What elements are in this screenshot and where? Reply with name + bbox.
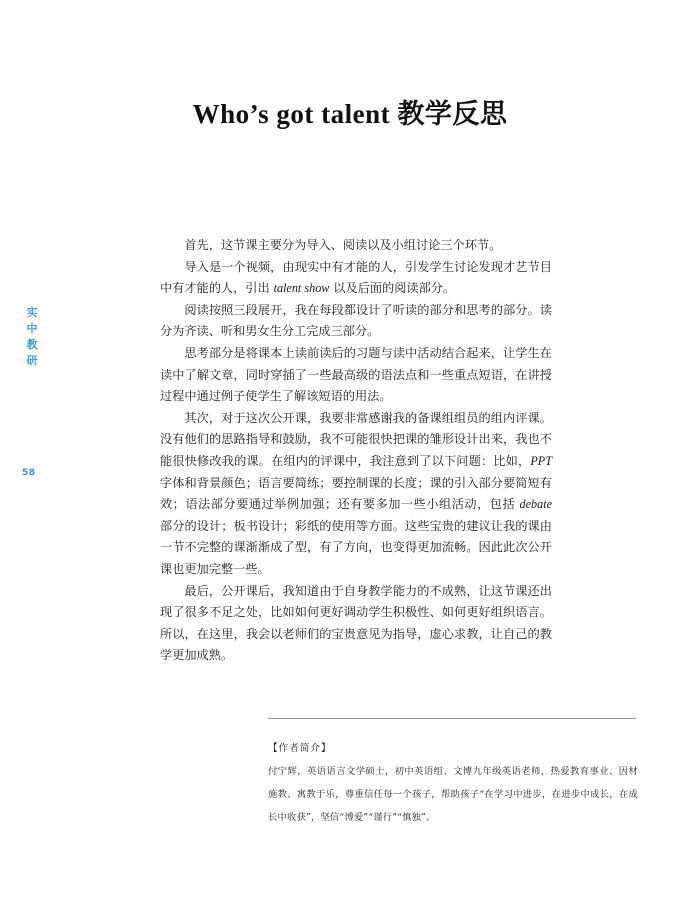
section-label — [25, 305, 39, 369]
paragraph-text: 部分的设计；板书设计；彩纸的使用等方面。这些宝贵的建议让我的课由一节不完整的课渐渐成了型，有了方向，也变得更加流畅。因此此次公开课也更加完整一些。 — [160, 518, 552, 576]
paragraph-intro: 首先，这节课主要分为导入、阅读以及小组讨论三个环节。 — [184, 238, 502, 252]
paragraph-feedback — [160, 408, 552, 581]
page-title: Who’s got talent 教学反思 — [192, 99, 508, 129]
author-bio: 付宁辉，英语语言文学硕士，初中英语组、文博九年级英语老师，热爱教育事业、因材施教、寓教于乐，尊重信任每一个孩子，帮助孩子“在学习中进步，在进步中成长，在成长中收获”，坚信“博爱”“谨行”“慎独”。 — [268, 766, 638, 823]
paragraph-lead-in — [160, 257, 552, 300]
paragraph-thinking: 思考部分是将课本上读前读后的习题与读中活动结合起来，让学生在读中了解文章，同时穿插了一些最高级的语法点和一些重点短语，在讲授过程中通过例子使学生了解该短语的用法。 — [160, 345, 552, 404]
author-heading: 【作者简介】 — [268, 743, 332, 754]
italic-term: talent show — [273, 281, 330, 296]
paragraph-text: 导入是一个视频，由现实中有才能的人，引发学生讨论发现才艺节目中有才能的人，引出 — [160, 259, 552, 296]
article-body — [160, 235, 552, 667]
section-divider — [268, 718, 636, 719]
page-number: 58 — [22, 468, 36, 478]
paragraph-text: 以及后面的阅读部分。 — [329, 281, 456, 296]
paragraph-reading: 阅读按照三段展开，我在每段都设计了听读的部分和思考的部分。读分为齐读、听和男女生分工完成三部分。 — [160, 302, 552, 339]
section-label-char: 实 — [26, 306, 38, 319]
section-label-char: 中 — [26, 322, 38, 335]
section-label-char: 研 — [26, 354, 38, 367]
paragraph-text: 字体和背景颜色；语言要简练；要控制课的长度；课的引入部分要简短有效；语法部分要通过举例加强；还有要多加一些小组活动，包括 — [160, 475, 552, 512]
paragraph-conclusion: 最后，公开课后，我知道由于自身教学能力的不成熟，让这节课还出现了很多不足之处，比如如何更好调动学生积极性、如何更好组织语言。所以，在这里，我会以老师们的宝贵意见为指导，虚心求教，让自己的教学更加成熟。 — [160, 583, 552, 663]
italic-term: PPT — [530, 453, 552, 468]
paragraph-text: 其次，对于这次公开课，我要非常感谢我的备课组组员的组内评课。没有他们的思路指导和鼓励，我不可能很快把课的雏形设计出来，我也不能很快修改我的课。在组内的评课中，我注意到了以下问题：比如， — [160, 410, 552, 468]
section-label-char: 教 — [26, 338, 38, 351]
italic-term: debate — [519, 497, 552, 512]
author-info — [268, 737, 638, 829]
